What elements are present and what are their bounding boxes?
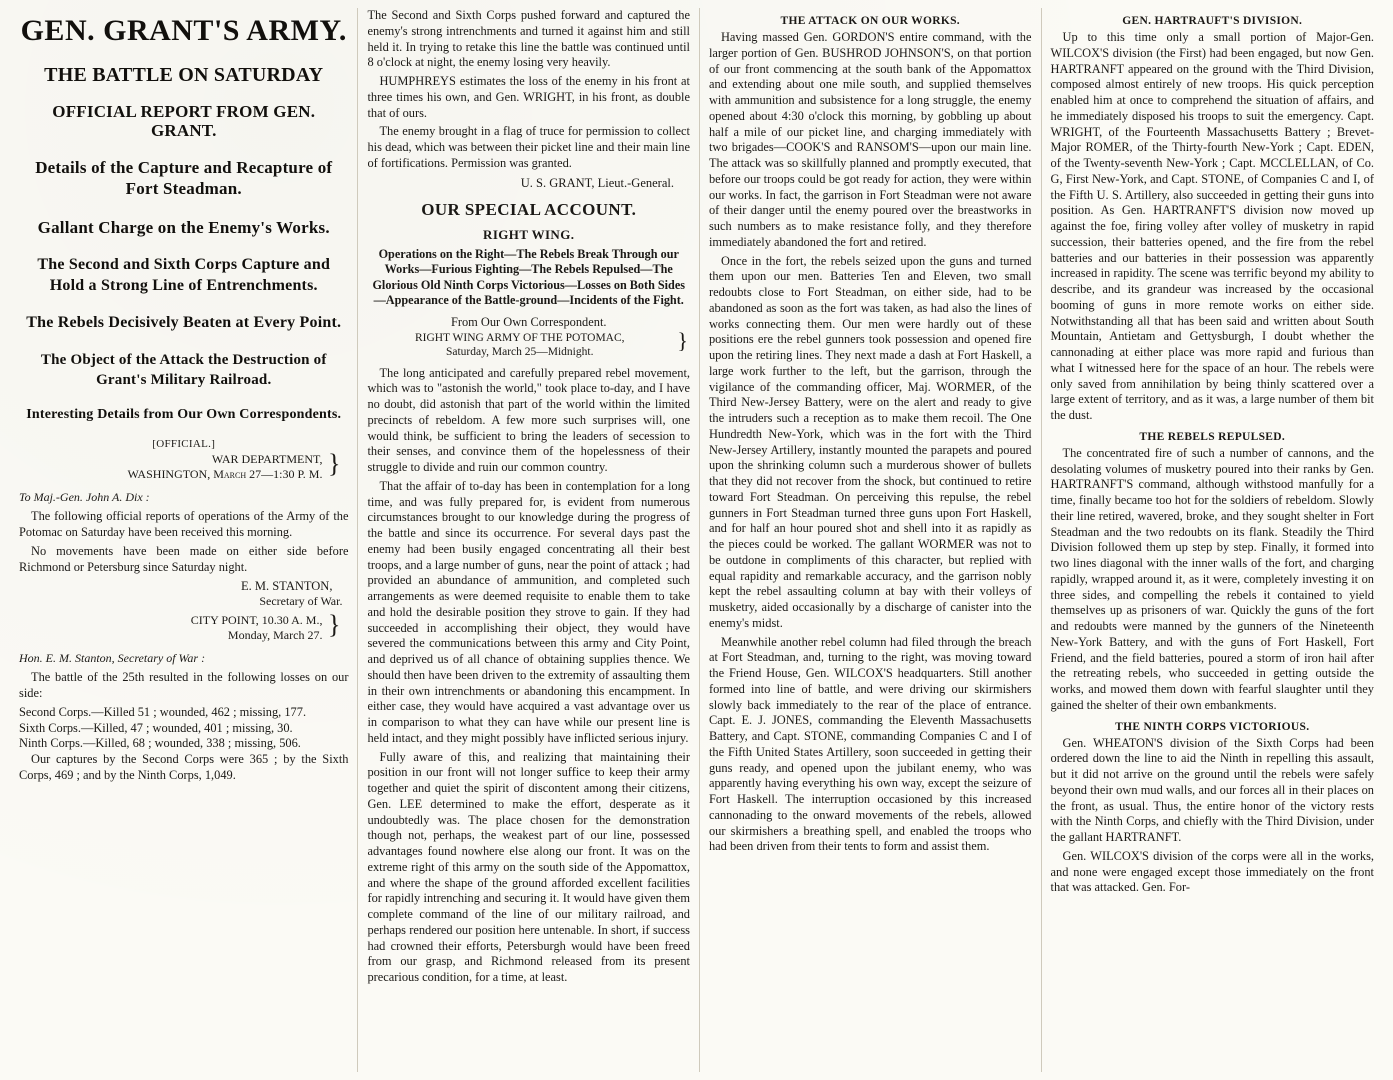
special-account-deck: Operations on the Right—The Rebels Break Through our Works—Furious Fighting—The Rebels Repulsed—The Glorious Old Ninth Corps Victorious—Losses on Both Sides—Appearance of the Battle-ground—Incidents of the Fight. — [372, 246, 685, 308]
grant-paragraph-losses-intro: The battle of the 25th resulted in the following losses on our side: — [19, 670, 349, 701]
headline-deck-8: Interesting Details from Our Own Correspondents. — [26, 407, 342, 423]
headline-deck-6: The Rebels Decisively Beaten at Every Point. — [26, 314, 342, 332]
from-own-correspondent: From Our Own Correspondent. — [450, 314, 607, 329]
headline-deck-5: The Second and Sixth Corps Capture and Hold a Strong Line of Entrenchments. — [37, 255, 331, 294]
signature-title-stanton: Secretary of War. — [259, 594, 343, 609]
column-1 — [10, 8, 357, 1072]
ninth-paragraph-2: Gen. WILCOX'S division of the corps were all in the works, and none were engaged except those immediately on the front that was attacked. Gen. For- — [1050, 848, 1374, 895]
attack-paragraph-1: Having massed Gen. GORDON'S entire command, with the larger portion of Gen. BUSHROD JOHNSON'S, on that portion of our front commencing at the south bank of the Appomattox and extending about one mile south, and supplied themselves with ammunition and subsistence for a long struggle, the enemy opened about 4:30 o'clock this morning, by gobbling up about half a mile of our picket line, and charging immediately with two brigades—COOK'S and RANSOM'S—upon our main line. The attack was so skillfully planned and promptly executed, that before our troops could be got ready for action, they were within our works. In fact, the garrison in Fort Steadman were not aware of their danger until the enemy poured over the breastworks in such numbers as to make resistance folly, and they therefore immediately abandoned the fort and retired. — [708, 30, 1032, 249]
headline-deck-2: OFFICIAL REPORT FROM GEN. GRANT. — [52, 101, 316, 141]
dateline-city-point: CITY POINT, 10.30 A. M., — [190, 613, 323, 628]
repulsed-paragraph-1: The concentrated fire of such a number of cannons, and the desolating volumes of musketry poured into their ranks by Gen. HARTRANFT'S command, although withstood manfully for a time, finally became too hot for the soldiers of rebeldom. Slowly their line retired, wavered, broke, and they sought shelter in Fort Steadman and the two redoubts on its flank. Steadily the Third Division followed them up step by step. Finally, it formed into two lines diagonal with the inner walls of the fort, and charging rapidly, wrapped around it, as it were, completely investing it on three sides, and compelling the rebels it contained to yield themselves up as prisoners of war. Quickly the guns of the fort and redoubts were manned by the gunners of the Nineteenth New-York Battery, and with the guns of Fort Haskell, Fort Friend, and the field batteries, poured a storm of iron hail after the retreating rebels, who succeeded in getting outside the works, and mowed them down with fearful slaughter until they gained the shelter of their own embankments. — [1050, 445, 1374, 712]
correspondent-dateline-date: Saturday, March 25—Midnight. — [445, 345, 594, 358]
grant-paragraph-humphreys: HUMPHREYS estimates the loss of the enemy in his front at three times his own, and Gen. WRIGHT, in his front, as double that of ours. — [367, 74, 690, 120]
hartranft-paragraph-1: Up to this time only a small portion of Major-Gen. WILCOX'S division (the First) had been engaged, but now Gen. HARTRANFT appeared on the ground with the Third Division, composed almost entirely of new troops. His quick perception enabled him at once to comprehend the situation of affairs, and he immediately disposed his troops to suit the emergency. Capt. WRIGHT, of the Fourteenth Massachusetts Battery ; Brevet-Major ROMER, of the Thirty-fourth New-York ; Capt. EDEN, of the Twenty-seventh New-York ; Capt. MCCLELLAN, of Co. G, First New-York, and Capt. STONE, of Companies C and I, of the Fifth U. S. Artillery, also succeeded in getting their guns into position. As Gen. HARTRANFT'S division now moved up against the foe, firing volley after volley of musketry in rapid succession, their batteries opened, and the fire from the rebel batteries and our batteries in their possession was apparently increased in rapidity. The scene was terrific beyond my ability to describe, and its grandeur was increased by the occasional booming of guns in more remote works on either side. Notwithstanding all that has been said and written about South Mountain, Antietam and Gettysburgh, I doubt whether the cannonading at either place was more rapid and furious than what I witnessed here for the space of an hour. The rebels were only saved from annihilation by being thinly scattered over a large extent of territory, and as it was, a large number of them bit the dust. — [1050, 30, 1374, 422]
casualty-ninth-corps: Ninth Corps.—Killed, 68 ; wounded, 338 ; missing, 506. — [19, 736, 301, 751]
addressee-stanton: Hon. E. M. Stanton, Secretary of War : — [19, 651, 206, 666]
signature-stanton: E. M. STANTON, — [240, 579, 333, 594]
column-3 — [699, 8, 1041, 1072]
signature-grant: U. S. GRANT, Lieut.-General. — [520, 175, 674, 190]
brace-glyph-3: } — [677, 327, 688, 353]
correspondent-dateline-place: RIGHT WING ARMY OF THE POTOMAC, — [414, 331, 625, 344]
special-paragraph-3: Fully aware of this, and realizing that maintaining their position in our front will not longer suffice to keep their army together and quiet the spirit of discontent among their citizens, Gen. LEE determined to make the effort, desperate as it undoubtedly was. The place chosen for the demonstration though not, perhaps, the weakest part of our line, possessed advantages found nowhere else along our front. It was on the extreme right of this army on the south side of the Appomattox, and where the shape of the ground afforded excellent facilities for rapidly intrenching and securing it. It would have given them complete command of the line of our military railroad, and perhaps rendered our position here untenable. In short, if success had crowned their efforts, Petersburgh would have been freed from our grasp, and Richmond released from its present precarious condition, for a time, at least. — [367, 749, 690, 985]
casualty-second-corps: Second Corps.—Killed 51 ; wounded, 462 ; missing, 177. — [19, 704, 307, 719]
attack-paragraph-2: Once in the fort, the rebels seized upon the guns and turned them upon our men. Batteries Ten and Eleven, two small redoubts close to Fort Steadman, on either side, had to be abandoned as soon as the fort was taken, as had also the lines of works connecting them. Our men were hardly out of these positions ere the rebel gunners took possession and opened fire upon the retiring lines. They next made a dash at Fort Haskell, a large work further to the left, but the garrison, through the vigilance of the commanding officer, Maj. WORMER, of the Third New-Jersey Battery, were on the alert and ready to give the intruders such a reception as to make them recoil. The One Hundredth New-York, which was in the fort with the Third New-Jersey Artillery, instantly mounted the parapets and poured upon the shrinking column such a murderous shower of bullets that they did not recover from the shock, but continued to retire toward Fort Steadman. On perceiving this repulse, the rebel gunners in Fort Steadman turned three guns upon Fort Haskell, and for half an hour poured shot and shell into it as rapidly as the pieces could be worked. The gallant WORMER was not to be outdone in compliments of this character, but replied with equal rapidity and remarkable accuracy, and the garrison nobly kept the rebel assaulting column at bay with their volleys of musketry, aided occasionally by a discharge of canister into the enemy's midst. — [708, 253, 1032, 630]
special-paragraph-2: That the affair of to-day has been in contemplation for a long time, and was fully prepared for, is evident from numerous circumstances brought to our knowledge during the progress of the battle and since its occurrence. For several days past the enemy had been busily engaged concentrating all their best troops, and a large number of guns, near the point of attack ; had provided an abundance of ammunition, and completed such arrangements as were deemed requisite to enable them to take and hold the desirable position they strove to gain. If they had succeeded in accomplishing their object, they would have severed the communications between this army and City Point, and deprived us of all chance of obtaining supplies thence. We should then have been driven to the extremity of assaulting them in their own intrenchments or abandoning this encampment. In either case, they would have acquired a vast advantage over us in comparison to what they can have while our present line is held intact, and they might possibly have inflicted serious injury. — [367, 478, 690, 745]
column-2 — [357, 8, 699, 1072]
grant-paragraph-truce: The enemy brought in a flag of truce for permission to collect his dead, which was between their picket line and their main line of fortifications. Permission was granted. — [367, 124, 690, 170]
grant-paragraph-corps-advance: The Second and Sixth Corps pushed forward and captured the enemy's strong intrenchments and turned it against him and still held it. In trying to retake this line the battle was continued until 8 o'clock at night, the enemy losing very heavily. — [367, 8, 690, 70]
official-paragraph-1: The following official reports of operations of the Army of the Potomac on Saturday have been received this morning. — [19, 509, 349, 540]
attack-paragraph-3: Meanwhile another rebel column had filed through the breach at Fort Steadman, and, turning to the right, was moving toward the Friend House, Gen. WILCOX'S headquarters. Still another formed into line of battle, and were driving our skirmishers slowly back immediately to the rear of the place of entrance. Capt. E. J. JONES, commanding the Eleventh Massachusetts Battery, and Capt. STONE, commanding Companies C and I of the Fifth United States Artillery, soon succeeded in getting their guns ready, and opened upon the jubilant enemy, who was apparently having everything his own way, except the seizure of Fort Haskell. The interruption occasioned by this increased cannonading to the onward movements of the rebels, allowed our skirmishers a breathing spell, and enabled the troops who had been driven from their tents to form and assist them. — [708, 634, 1032, 854]
headline-deck-4: Gallant Charge on the Enemy's Works. — [37, 217, 330, 237]
ninth-paragraph-1: Gen. WHEATON'S division of the Sixth Corps had been ordered down the line to aid the Ninth in repelling this assault, but it did not arrive on the ground until the rebels were safely beyond their own mud walls, and our forces all in their places on the front, as usual. Thus, the entire honor of the victory rests with the Ninth Corps, and chiefly with the Third Division, under the gallant HARTRANFT. — [1050, 735, 1374, 844]
hartranft-division-title: GEN. HARTRAUFT'S DIVISION. — [1122, 15, 1303, 27]
grant-paragraph-captures: Our captures by the Second Corps were 365 ; by the Sixth Corps, 469 ; and by the Ninth Corps, 1,049. — [19, 752, 349, 782]
special-paragraph-1: The long anticipated and carefully prepared rebel movement, which was to "astonish the world," took place to-day, and I have no doubt, did astonish that part of the world within the limited precincts of rebeldom. A few more such surprises will, one would think, be sufficient to bring the leaders of secession to their senses, and convince them of the hopelessness of their struggle to divide and ruin our common country. — [367, 365, 690, 475]
brace-glyph: } — [327, 449, 341, 479]
official-tag: [OFFICIAL.] — [152, 438, 216, 451]
city-point-dateline — [19, 610, 348, 643]
main-headline: GEN. GRANT'S ARMY. — [20, 14, 347, 47]
headline-deck-7: The Object of the Attack the Destruction of Grant's Military Railroad. — [40, 352, 327, 388]
headline-deck-3: Details of the Capture and Recapture of Fort Steadman. — [35, 158, 333, 199]
rebels-repulsed-title: THE REBELS REPULSED. — [1139, 430, 1286, 443]
official-paragraph-2: No movements have been made on either side before Richmond or Petersburg since Saturday night. — [19, 543, 349, 574]
attack-on-our-works-title: THE ATTACK ON OUR WORKS. — [780, 15, 960, 27]
dateline-place-date: WASHINGTON, March 27—1:30 P. M. — [127, 467, 323, 482]
headline-deck-1: THE BATTLE ON SATURDAY — [44, 63, 324, 86]
special-account-title: OUR SPECIAL ACCOUNT. — [421, 199, 637, 219]
column-4 — [1041, 8, 1384, 1072]
brace-glyph-2: } — [327, 610, 341, 640]
addressee-dix: To Maj.-Gen. John A. Dix : — [19, 490, 150, 505]
correspondent-dateline — [367, 327, 690, 360]
dateline-department: WAR DEPARTMENT, — [211, 452, 323, 467]
ninth-corps-victorious-title: THE NINTH CORPS VICTORIOUS. — [1115, 720, 1310, 733]
war-department-dateline — [19, 449, 348, 482]
dateline-monday: Monday, March 27. — [227, 628, 323, 643]
right-wing-subtitle: RIGHT WING. — [483, 226, 575, 242]
casualty-sixth-corps: Sixth Corps.—Killed, 47 ; wounded, 401 ; missing, 30. — [19, 720, 293, 735]
